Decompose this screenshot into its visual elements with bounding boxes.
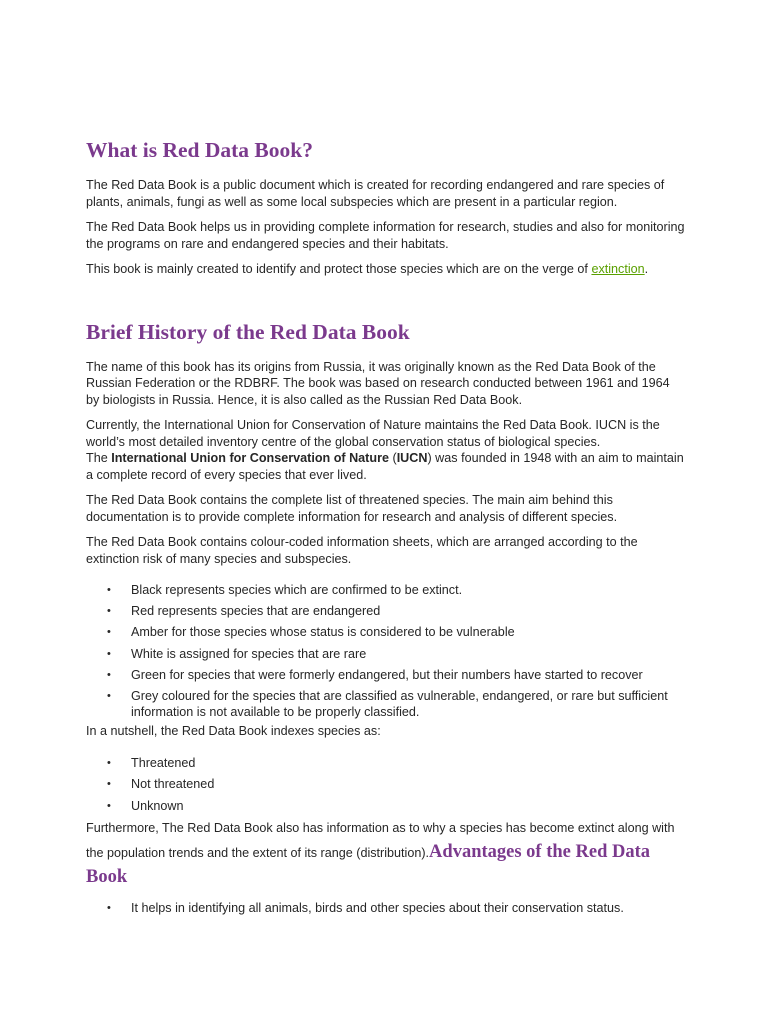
paragraph-threatened-list: The Red Data Book contains the complete list of threatened species. The main aim behind this documentation is to provide complete information for research and analysis of different species.	[86, 493, 618, 524]
list-item	[86, 900, 686, 917]
bullet-icon: •	[107, 626, 111, 639]
list-item	[86, 582, 686, 599]
bullet-icon: •	[107, 689, 111, 702]
list-item-text: Threatened	[131, 756, 196, 771]
iucn-paren: (	[388, 451, 397, 465]
extinction-link[interactable]: extinction	[591, 262, 645, 276]
furthermore-text: Furthermore, The Red Data Book also has information as to why a species has become extinct along with the population trends and the extent of its range (distribution).	[86, 820, 675, 860]
bullet-icon: •	[107, 757, 111, 770]
list-item-text: It helps in identifying all animals, birds and other species about their conservation status.	[131, 900, 624, 915]
colour-code-list	[86, 582, 686, 721]
list-item	[86, 624, 686, 641]
list-item-text: Not threatened	[131, 777, 215, 792]
index-types-list	[86, 755, 686, 814]
article-content	[86, 136, 686, 921]
iucn-founded-text: ) was founded in 1948 with an aim to maintain a complete record of every species that ever lived.	[86, 451, 684, 482]
aim-period: .	[644, 262, 649, 276]
bullet-icon: •	[107, 778, 111, 791]
list-item	[86, 755, 686, 772]
bullet-icon: •	[107, 901, 111, 914]
list-item	[86, 667, 686, 684]
iucn-the: The	[86, 451, 112, 465]
list-item	[86, 776, 686, 793]
heading-what-is-red-data-book: What is Red Data Book?	[86, 138, 313, 162]
bullet-icon: •	[107, 799, 111, 812]
aim-text: This book is mainly created to identify and protect those species which are on the verge of	[86, 262, 592, 276]
bullet-icon: •	[107, 668, 111, 681]
paragraph-furthermore	[86, 817, 686, 890]
bullet-icon: •	[107, 584, 111, 596]
paragraph-aim	[86, 261, 686, 278]
advantages-list	[86, 900, 686, 917]
paragraph-definition: The Red Data Book is a public document which is created for recording endangered and rare species of plants, animals, fungi as well as some local subspecies which are present in a particular region.	[86, 178, 665, 209]
list-item	[86, 688, 686, 721]
list-item-text: Black represents species which are confirmed to be extinct.	[131, 583, 463, 597]
paragraph-purpose: The Red Data Book helps us in providing complete information for research, studies and also for monitoring the programs on rare and endangered species and their habitats.	[86, 220, 685, 251]
list-item-text: Red represents species that are endangered	[131, 604, 381, 619]
list-item	[86, 646, 686, 663]
list-item	[86, 603, 686, 620]
paragraph-origins: The name of this book has its origins from Russia, it was originally known as the Red Data Book of the Russian Federation or the RDBRF. The book was based on research conducted between 1961 and 1964 by biologists in Russia. Hence, it is also called as the Russian Red Data Book.	[86, 359, 670, 407]
heading-advantages: Advantages of the Red Data Book	[86, 841, 651, 887]
iucn-acronym: IUCN	[396, 451, 428, 465]
bullet-icon: •	[107, 605, 111, 618]
bullet-icon: •	[107, 647, 111, 660]
iucn-full-name: International Union for Conservation of Nature	[111, 451, 389, 465]
heading-brief-history: Brief History of the Red Data Book	[86, 319, 410, 344]
iucn-intro-text: Currently, the International Union for Conservation of Nature maintains the Red Data Book. IUCN is the world’s most detailed inventory centre of the global conservation status of biological species.	[86, 418, 660, 449]
paragraph-iucn	[86, 417, 686, 483]
list-item-text: Green for species that were formerly endangered, but their numbers have started to recover	[131, 667, 643, 682]
paragraph-nutshell: In a nutshell, the Red Data Book indexes species as:	[86, 723, 381, 738]
list-item-text: Amber for those species whose status is considered to be vulnerable	[131, 625, 515, 640]
list-item-text: White is assigned for species that are rare	[131, 646, 367, 661]
list-item-text: Unknown	[131, 798, 184, 813]
paragraph-colour-coded: The Red Data Book contains colour-coded information sheets, which are arranged according to the extinction risk of many species and subspecies.	[86, 535, 638, 566]
list-item-text: Grey coloured for the species that are classified as vulnerable, endangered, or rare but sufficient information is not available to be properly classified.	[131, 688, 668, 720]
list-item	[86, 798, 686, 815]
